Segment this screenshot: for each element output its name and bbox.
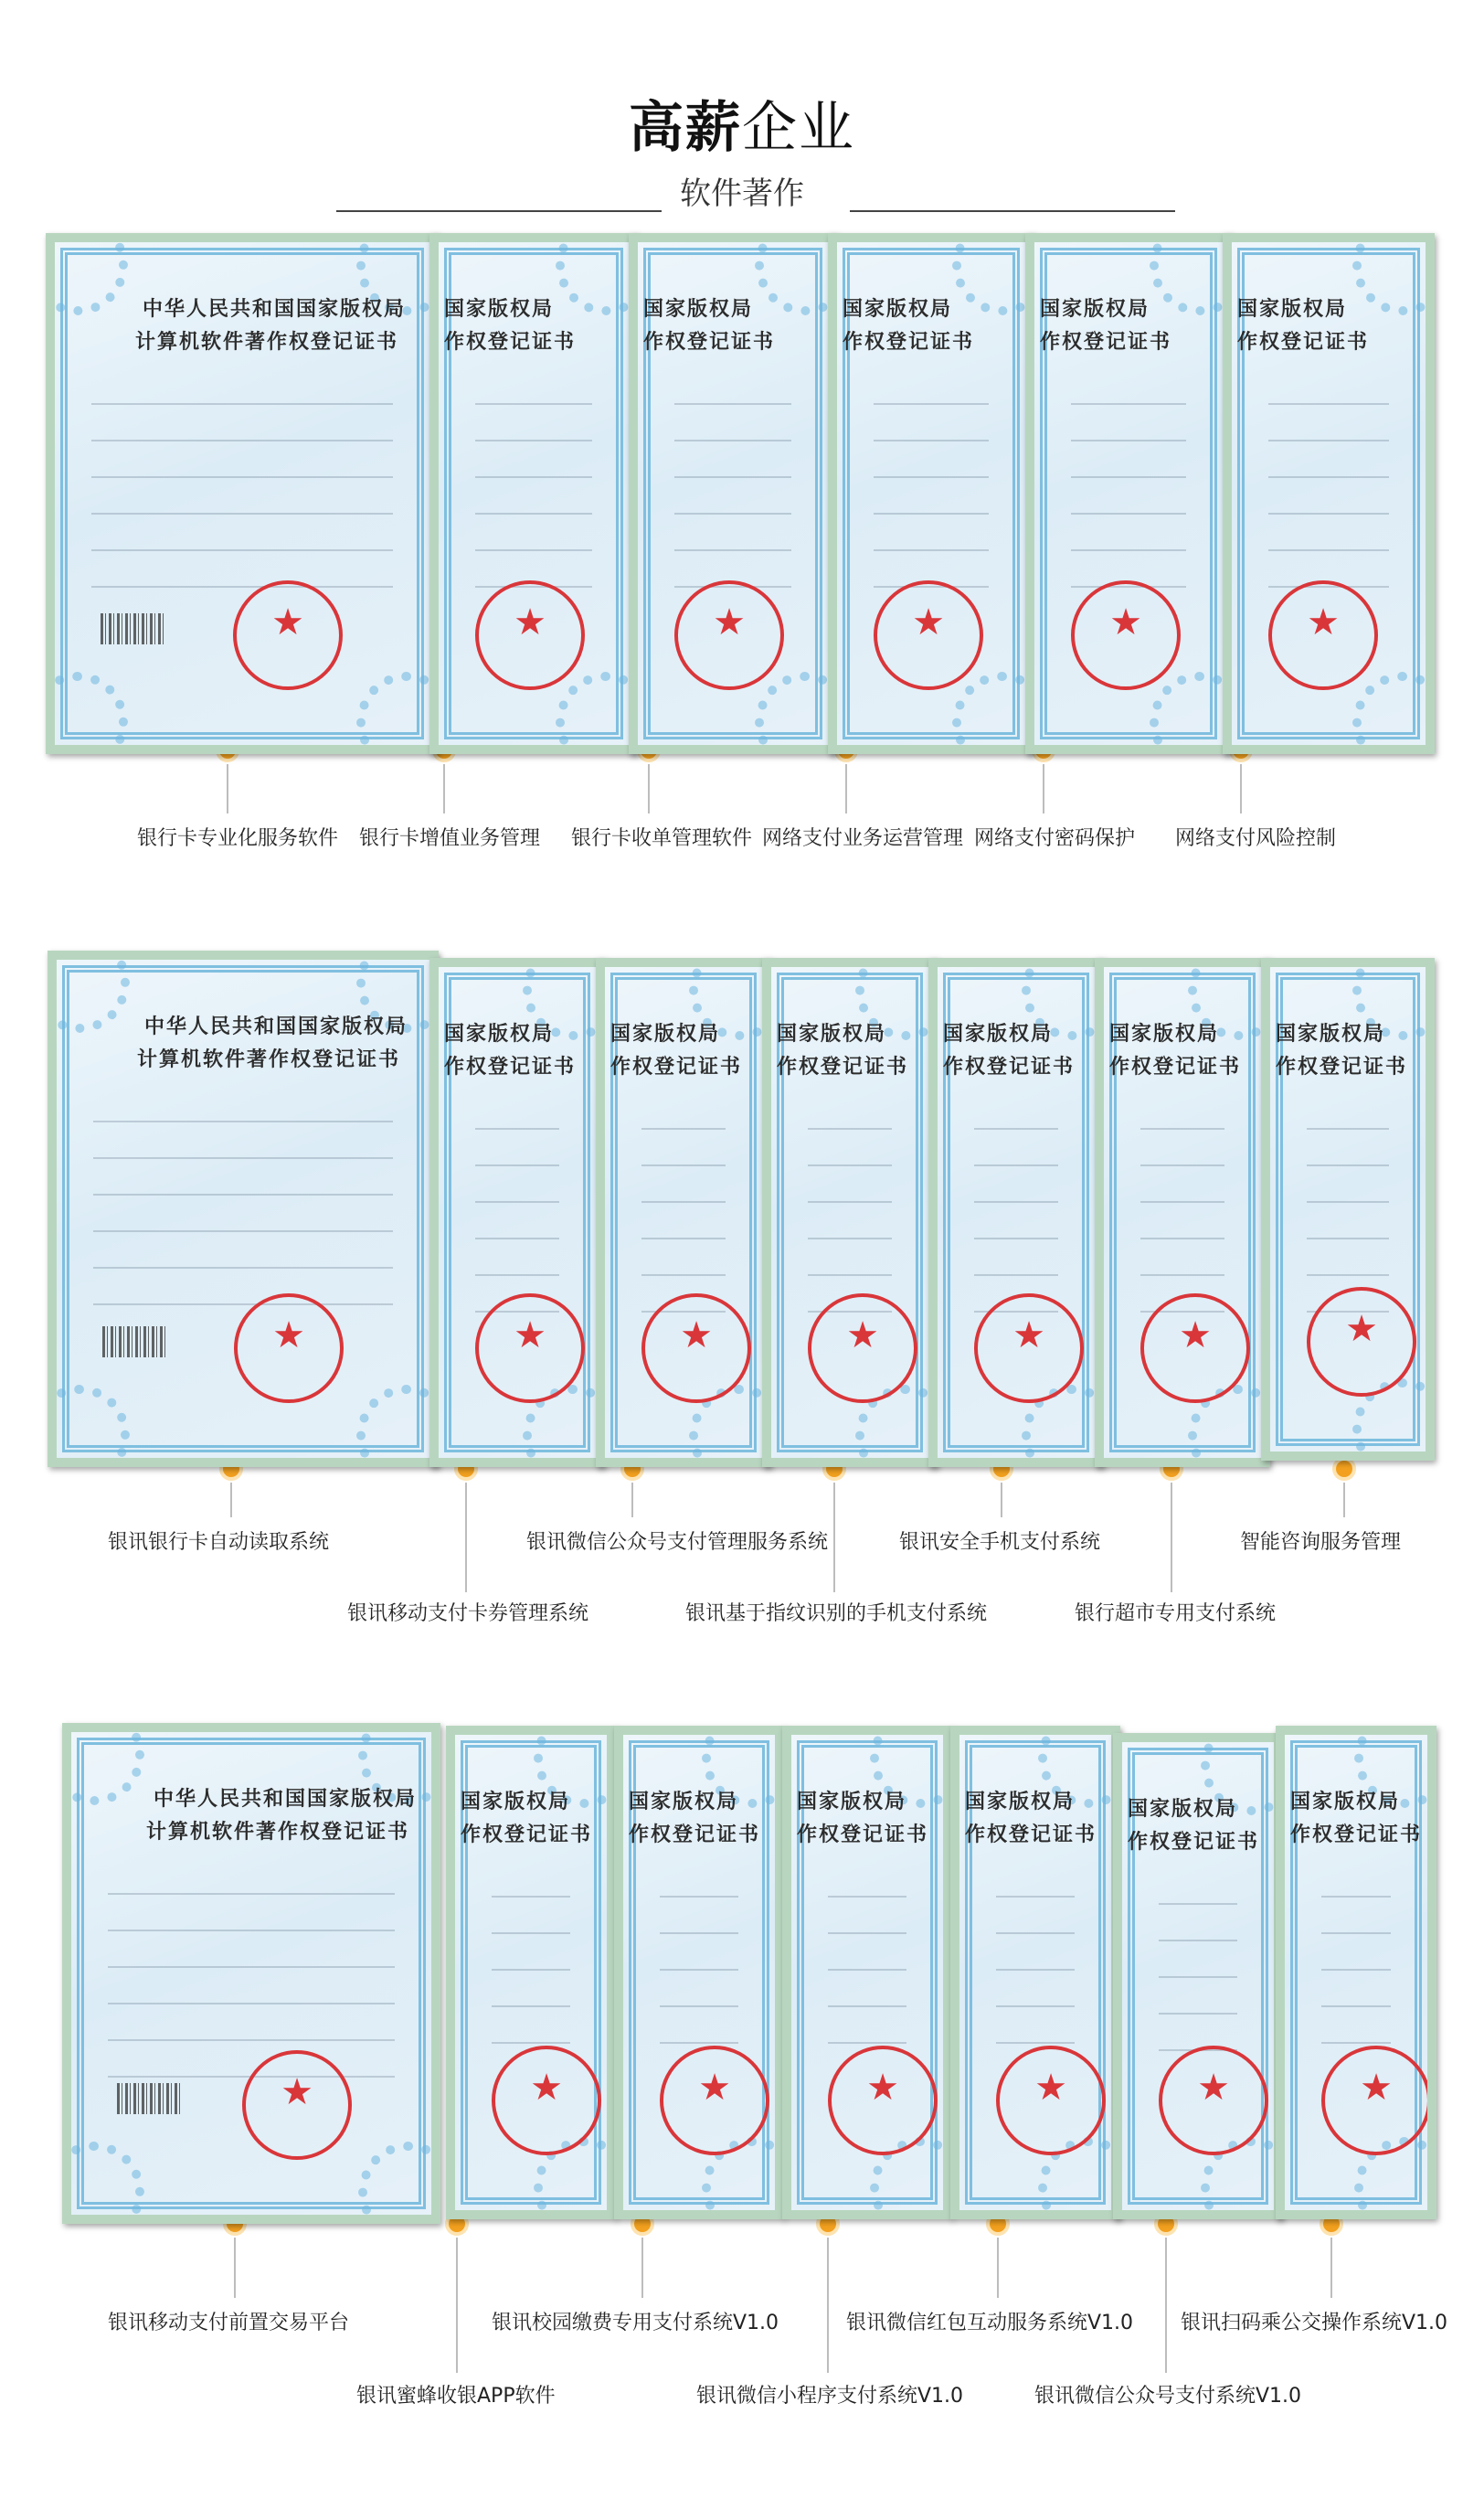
certificate-card[interactable] — [46, 233, 439, 754]
connector-line — [465, 1483, 467, 1592]
certificate-subheading: 计算机软件著作权登记证书 — [137, 1048, 401, 1071]
certificate-card[interactable] — [782, 1726, 952, 2219]
certificate-card[interactable] — [596, 958, 771, 1467]
certificate-heading: 国家版权局 — [943, 1023, 1054, 1046]
seal-icon — [1307, 1287, 1416, 1397]
seal-icon — [475, 580, 585, 690]
barcode-icon — [101, 613, 164, 644]
certificate-heading: 国家版权局 — [1128, 1798, 1238, 1821]
seal-icon — [660, 2046, 769, 2155]
seal-icon — [1071, 580, 1181, 690]
certificate-label: 银讯安全手机支付系统 — [899, 1531, 1101, 1554]
certificate-heading: 中华人民共和国国家版权局 — [143, 298, 407, 321]
seal-icon — [234, 1293, 344, 1403]
certificate-subheading: 作权登记证书 — [1109, 1056, 1242, 1079]
certificate-heading: 中华人民共和国国家版权局 — [144, 1015, 408, 1038]
certificate-heading: 国家版权局 — [1237, 298, 1348, 321]
connector-line — [443, 764, 445, 813]
certificate-card[interactable] — [429, 233, 638, 754]
certificate-subheading: 作权登记证书 — [643, 331, 776, 354]
certificate-heading: 国家版权局 — [610, 1023, 721, 1046]
connector-line — [456, 2238, 458, 2373]
certificate-label: 网络支付风险控制 — [1175, 827, 1337, 850]
certificate-subheading: 作权登记证书 — [444, 331, 577, 354]
connector-line — [1343, 1483, 1345, 1517]
seal-icon — [808, 1293, 917, 1403]
certificate-subheading: 作权登记证书 — [1290, 1824, 1423, 1846]
certificate-heading: 国家版权局 — [777, 1023, 887, 1046]
certificate-card[interactable] — [48, 951, 439, 1467]
certificate-subheading: 作权登记证书 — [943, 1056, 1076, 1079]
certificate-card[interactable] — [1223, 233, 1435, 754]
seal-icon — [641, 1293, 751, 1403]
certificate-subheading: 作权登记证书 — [797, 1824, 929, 1846]
certificate-heading: 国家版权局 — [461, 1791, 571, 1813]
page-subtitle: 软件著作 — [680, 175, 804, 212]
seal-icon — [974, 1293, 1084, 1403]
seal-icon — [828, 2046, 938, 2155]
certificate-label: 银讯移动支付前置交易平台 — [108, 2312, 350, 2334]
certificate-label: 网络支付业务运营管理 — [762, 827, 964, 850]
certificate-label: 银讯扫码乘公交操作系统V1.0 — [1181, 2312, 1448, 2334]
certificate-heading: 中华人民共和国国家版权局 — [154, 1788, 418, 1811]
certificate-label: 银行卡增值业务管理 — [359, 827, 541, 850]
certificate-heading: 国家版权局 — [629, 1791, 739, 1813]
certificate-heading: 国家版权局 — [965, 1791, 1076, 1813]
connector-line — [1001, 1483, 1002, 1517]
certificate-label: 银讯基于指纹识别的手机支付系统 — [685, 1602, 988, 1625]
certificate-subheading: 计算机软件著作权登记证书 — [146, 1821, 410, 1844]
certificate-label: 银行卡收单管理软件 — [571, 827, 753, 850]
seal-icon — [674, 580, 784, 690]
connector-line — [641, 2238, 643, 2298]
seal-icon — [996, 2046, 1106, 2155]
qr-code-icon — [117, 2083, 181, 2114]
certificate-heading: 国家版权局 — [797, 1791, 907, 1813]
seal-icon — [874, 580, 983, 690]
seal-icon — [1140, 1293, 1250, 1403]
certificate-card[interactable] — [62, 1723, 440, 2224]
subtitle-rule-right — [850, 210, 1175, 212]
connector-line — [648, 764, 650, 813]
certificate-card[interactable] — [629, 233, 837, 754]
certificate-heading: 国家版权局 — [444, 298, 555, 321]
seal-icon — [1268, 580, 1378, 690]
certificate-subheading: 作权登记证书 — [965, 1824, 1097, 1846]
certificate-label: 银讯微信小程序支付系统V1.0 — [696, 2385, 964, 2408]
certificate-label: 网络支付密码保护 — [974, 827, 1136, 850]
connector-line — [1330, 2238, 1332, 2298]
seal-icon — [233, 580, 343, 690]
certificate-label: 银讯微信公众号支付系统V1.0 — [1034, 2385, 1302, 2408]
certificate-label: 银讯银行卡自动读取系统 — [108, 1531, 330, 1554]
certificate-label: 银讯微信公众号支付管理服务系统 — [526, 1531, 829, 1554]
connector-line — [234, 2238, 236, 2298]
certificate-label: 银行卡专业化服务软件 — [137, 827, 339, 850]
connector-line — [1240, 764, 1242, 813]
certificate-card[interactable] — [762, 958, 938, 1467]
seal-icon — [492, 2046, 601, 2155]
certificate-label: 银行超市专用支付系统 — [1075, 1602, 1277, 1625]
certificate-card[interactable] — [1025, 233, 1232, 754]
connector-line — [230, 1483, 232, 1517]
certificate-heading: 国家版权局 — [1040, 298, 1150, 321]
certificate-subheading: 作权登记证书 — [777, 1056, 909, 1079]
certificate-card[interactable] — [950, 1726, 1120, 2219]
connector-line — [827, 2238, 829, 2373]
connector-line — [997, 2238, 999, 2298]
seal-icon — [242, 2050, 352, 2160]
seal-icon — [1159, 2046, 1268, 2155]
certificate-subheading: 作权登记证书 — [444, 1056, 577, 1079]
certificate-subheading: 作权登记证书 — [610, 1056, 743, 1079]
certificate-subheading: 计算机软件著作权登记证书 — [135, 331, 399, 354]
connector-line — [845, 764, 847, 813]
certificate-card[interactable] — [446, 1726, 616, 2219]
certificate-subheading: 作权登记证书 — [1128, 1831, 1260, 1854]
connector-line — [227, 764, 228, 813]
certificate-heading: 国家版权局 — [643, 298, 754, 321]
certificate-heading: 国家版权局 — [1109, 1023, 1220, 1046]
certificate-subheading: 作权登记证书 — [843, 331, 975, 354]
certificate-card[interactable] — [1113, 1733, 1283, 2219]
certificate-card[interactable] — [1276, 1726, 1436, 2219]
certificate-label: 银讯校园缴费专用支付系统V1.0 — [492, 2312, 779, 2334]
certificate-card[interactable] — [429, 958, 605, 1467]
barcode-icon — [102, 1326, 166, 1357]
certificate-subheading: 作权登记证书 — [1040, 331, 1172, 354]
connector-line — [1165, 2238, 1167, 2373]
connector-line — [833, 1483, 835, 1592]
certificate-heading: 国家版权局 — [1290, 1791, 1401, 1813]
certificate-card[interactable] — [828, 233, 1034, 754]
connector-line — [1043, 764, 1044, 813]
certificate-subheading: 作权登记证书 — [629, 1824, 761, 1846]
certificate-card[interactable] — [1261, 958, 1435, 1461]
certificate-card[interactable] — [1095, 958, 1270, 1467]
seal-icon — [1321, 2046, 1431, 2155]
certificate-heading: 国家版权局 — [843, 298, 953, 321]
certificate-heading: 国家版权局 — [444, 1023, 555, 1046]
certificate-card[interactable] — [928, 958, 1104, 1467]
certificate-heading: 国家版权局 — [1276, 1023, 1386, 1046]
certificate-label: 银讯微信红包互动服务系统V1.0 — [846, 2312, 1134, 2334]
certificate-label: 智能咨询服务管理 — [1240, 1531, 1402, 1554]
connector-line — [1171, 1483, 1172, 1592]
seal-icon — [475, 1293, 585, 1403]
page-title: 高薪企业 — [629, 96, 855, 160]
connector-line — [631, 1483, 633, 1517]
certificate-subheading: 作权登记证书 — [461, 1824, 593, 1846]
certificate-subheading: 作权登记证书 — [1237, 331, 1370, 354]
certificate-subheading: 作权登记证书 — [1276, 1056, 1408, 1079]
certificate-label: 银讯蜜蜂收银APP软件 — [356, 2385, 556, 2408]
certificate-label: 银讯移动支付卡券管理系统 — [347, 1602, 589, 1625]
certificate-card[interactable] — [614, 1726, 784, 2219]
